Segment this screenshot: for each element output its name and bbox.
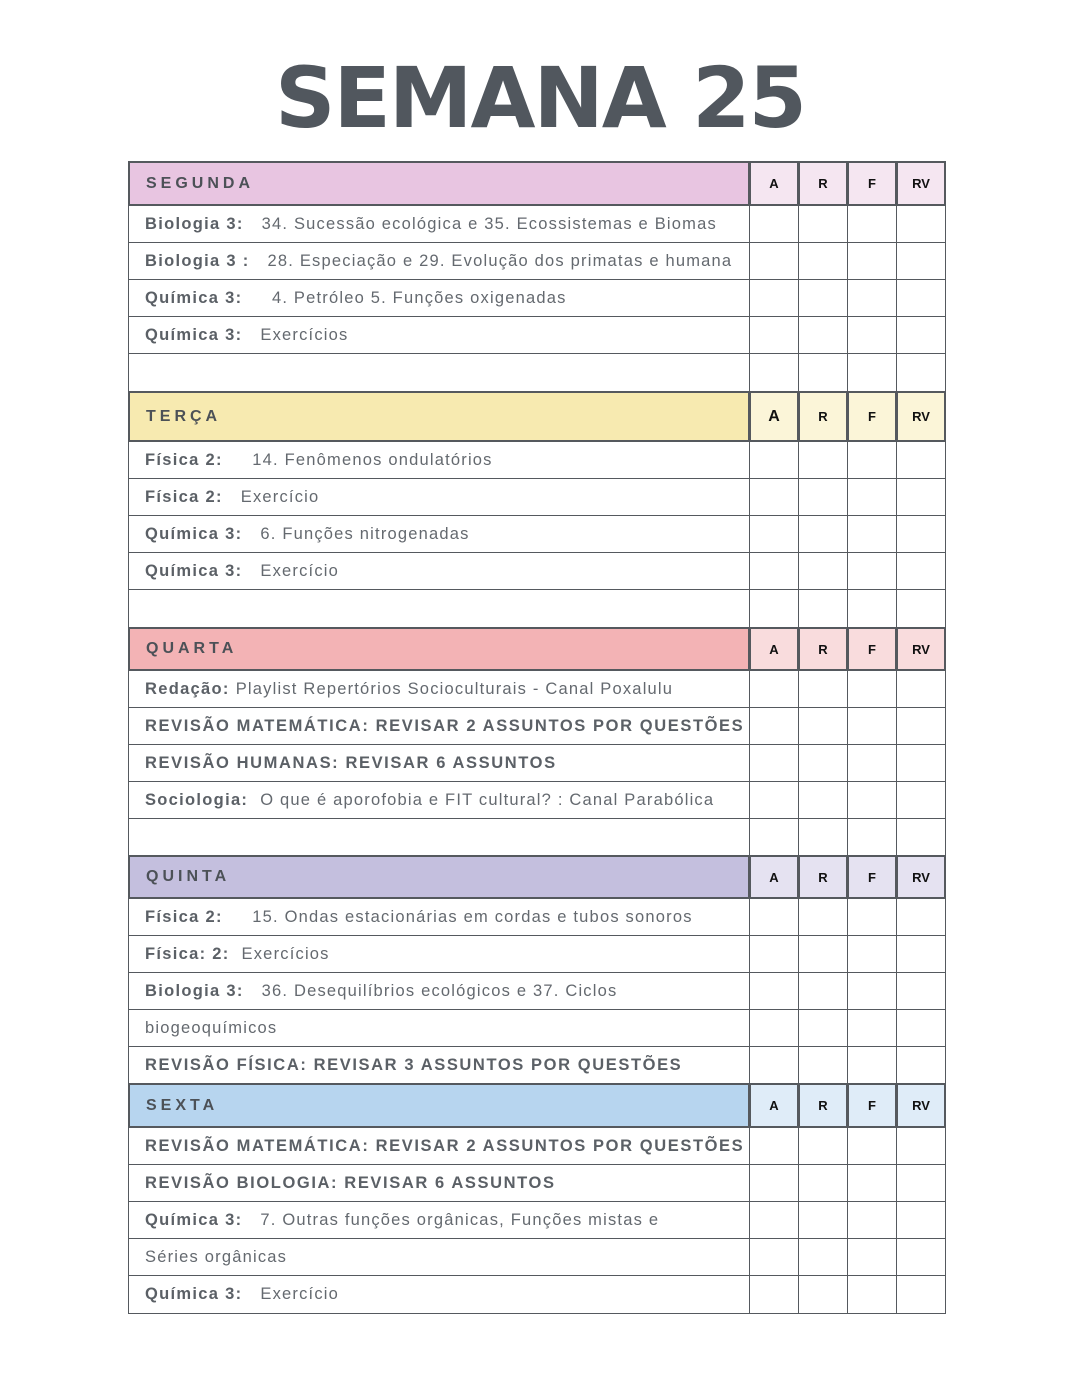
- checkbox-f[interactable]: [847, 898, 897, 937]
- table-row: [128, 1164, 948, 1202]
- day-name: SEGUNDA: [128, 161, 750, 206]
- checkbox-a[interactable]: [749, 781, 799, 820]
- task-cell: Física 2: Exercício: [128, 478, 750, 517]
- checkbox-rv[interactable]: [896, 1009, 946, 1048]
- day-header-sexta: [128, 1083, 948, 1127]
- checkbox-r[interactable]: [798, 972, 848, 1011]
- checkbox-f[interactable]: [847, 935, 897, 974]
- checkbox-r[interactable]: [798, 1275, 848, 1314]
- checkbox-a[interactable]: [749, 515, 799, 554]
- checkbox-r[interactable]: [798, 515, 848, 554]
- checkbox-rv[interactable]: [896, 205, 946, 244]
- col-f-header: F: [847, 161, 897, 206]
- checkbox-r[interactable]: [798, 242, 848, 281]
- col-r-header: R: [798, 627, 848, 671]
- checkbox-rv[interactable]: [896, 1201, 946, 1240]
- checkbox-a[interactable]: [749, 279, 799, 318]
- col-f-header: F: [847, 1083, 897, 1128]
- col-a-header: A: [749, 161, 799, 206]
- checkbox-r[interactable]: [798, 279, 848, 318]
- checkbox-rv[interactable]: [896, 279, 946, 318]
- col-rv-header: RV: [896, 1083, 946, 1128]
- checkbox-rv[interactable]: [896, 1164, 946, 1203]
- task-cell: Sociologia: O que é aporofobia e FIT cultural? : Canal Parabólica: [128, 781, 750, 820]
- task-cell: REVISÃO BIOLOGIA: REVISAR 6 ASSUNTOS: [128, 1164, 750, 1203]
- checkbox-rv[interactable]: [896, 316, 946, 355]
- checkbox-f[interactable]: [847, 781, 897, 820]
- checkbox-f[interactable]: [847, 744, 897, 783]
- checkbox-a[interactable]: [749, 972, 799, 1011]
- table-row: [128, 898, 948, 936]
- task-cell: Química 3: 4. Petróleo 5. Funções oxigenadas: [128, 279, 750, 318]
- checkbox-r[interactable]: [798, 478, 848, 517]
- task-cell: Física 2: 14. Fenômenos ondulatórios: [128, 441, 750, 480]
- table-row: [128, 515, 948, 553]
- col-r-header: R: [798, 855, 848, 899]
- checkbox-a[interactable]: [749, 707, 799, 746]
- day-name: TERÇA: [128, 391, 750, 442]
- checkbox-r[interactable]: [798, 1238, 848, 1277]
- checkbox-f[interactable]: [847, 707, 897, 746]
- checkbox-rv[interactable]: [896, 1046, 946, 1085]
- checkbox-a[interactable]: [749, 898, 799, 937]
- task-cell: REVISÃO MATEMÁTICA: REVISAR 2 ASSUNTOS POR QUESTÕES: [128, 707, 750, 746]
- table-row: [128, 1127, 948, 1165]
- col-rv-header: RV: [896, 391, 946, 442]
- col-a-header: A: [749, 1083, 799, 1128]
- table-row: [128, 441, 948, 479]
- table-row-empty: [128, 353, 948, 392]
- checkbox-r[interactable]: [798, 316, 848, 355]
- task-cell: REVISÃO MATEMÁTICA: REVISAR 2 ASSUNTOS POR QUESTÕES: [128, 1127, 750, 1166]
- checkbox-rv[interactable]: [896, 478, 946, 517]
- checkbox-f[interactable]: [847, 1201, 897, 1240]
- checkbox-r[interactable]: [798, 1009, 848, 1048]
- checkbox-a[interactable]: [749, 1009, 799, 1048]
- checkbox-a[interactable]: [749, 552, 799, 591]
- checkbox-rv[interactable]: [896, 441, 946, 480]
- checkbox-a[interactable]: [749, 205, 799, 244]
- task-cell: Biologia 3 : 28. Especiação e 29. Evolução dos primatas e humana: [128, 242, 750, 281]
- col-a-header: A: [749, 391, 799, 442]
- checkbox-f[interactable]: [847, 552, 897, 591]
- checkbox-a[interactable]: [749, 1127, 799, 1166]
- checkbox-r[interactable]: [798, 935, 848, 974]
- task-cell: Química 3: Exercício: [128, 1275, 750, 1314]
- table-row: [128, 242, 948, 280]
- checkbox-rv[interactable]: [896, 670, 946, 709]
- checkbox-a[interactable]: [749, 1238, 799, 1277]
- table-row: [128, 279, 948, 317]
- checkbox-rv[interactable]: [896, 707, 946, 746]
- table-row: [128, 972, 948, 1010]
- col-r-header: R: [798, 161, 848, 206]
- checkbox-rv[interactable]: [896, 353, 946, 393]
- col-rv-header: RV: [896, 855, 946, 899]
- checkbox-rv[interactable]: [896, 1238, 946, 1277]
- table-row: [128, 781, 948, 819]
- task-cell: Química 3: 6. Funções nitrogenadas: [128, 515, 750, 554]
- table-row: [128, 205, 948, 243]
- task-cell: REVISÃO FÍSICA: REVISAR 3 ASSUNTOS POR QUESTÕES: [128, 1046, 750, 1085]
- checkbox-f[interactable]: [847, 205, 897, 244]
- checkbox-rv[interactable]: [896, 1275, 946, 1314]
- table-row: [128, 478, 948, 516]
- table-row: [128, 670, 948, 708]
- task-cell: Física 2: 15. Ondas estacionárias em cordas e tubos sonoros: [128, 898, 750, 937]
- table-row: [128, 552, 948, 590]
- checkbox-rv[interactable]: [896, 898, 946, 937]
- table-row-empty: [128, 589, 948, 628]
- checkbox-a[interactable]: [749, 935, 799, 974]
- checkbox-r[interactable]: [798, 1164, 848, 1203]
- checkbox-f[interactable]: [847, 972, 897, 1011]
- checkbox-rv[interactable]: [896, 242, 946, 281]
- checkbox-r[interactable]: [798, 353, 848, 393]
- checkbox-f[interactable]: [847, 1046, 897, 1085]
- table-row: [128, 1238, 948, 1276]
- checkbox-f[interactable]: [847, 1127, 897, 1166]
- checkbox-a[interactable]: [749, 818, 799, 857]
- task-cell: biogeoquímicos: [128, 1009, 750, 1048]
- task-cell: Química 3: Exercício: [128, 552, 750, 591]
- col-f-header: F: [847, 855, 897, 899]
- checkbox-rv[interactable]: [896, 935, 946, 974]
- table-row: [128, 1201, 948, 1239]
- checkbox-r[interactable]: [798, 205, 848, 244]
- checkbox-rv[interactable]: [896, 589, 946, 629]
- checkbox-f[interactable]: [847, 279, 897, 318]
- checkbox-r[interactable]: [798, 441, 848, 480]
- checkbox-a[interactable]: [749, 1201, 799, 1240]
- table-row: [128, 1009, 948, 1047]
- col-rv-header: RV: [896, 161, 946, 206]
- checkbox-a[interactable]: [749, 670, 799, 709]
- checkbox-r[interactable]: [798, 589, 848, 629]
- col-a-header: A: [749, 627, 799, 671]
- checkbox-a[interactable]: [749, 478, 799, 517]
- day-name: QUARTA: [128, 627, 750, 671]
- checkbox-a[interactable]: [749, 589, 799, 629]
- checkbox-rv[interactable]: [896, 972, 946, 1011]
- checkbox-r[interactable]: [798, 1127, 848, 1166]
- col-a-header: A: [749, 855, 799, 899]
- day-header-quarta: [128, 627, 948, 670]
- task-cell: [128, 353, 750, 393]
- checkbox-f[interactable]: [847, 515, 897, 554]
- checkbox-r[interactable]: [798, 898, 848, 937]
- checkbox-r[interactable]: [798, 707, 848, 746]
- checkbox-r[interactable]: [798, 818, 848, 857]
- checkbox-r[interactable]: [798, 1201, 848, 1240]
- task-cell: Biologia 3: 36. Desequilíbrios ecológicos e 37. Ciclos: [128, 972, 750, 1011]
- checkbox-a[interactable]: [749, 1046, 799, 1085]
- day-name: QUINTA: [128, 855, 750, 899]
- table-row: [128, 316, 948, 354]
- checkbox-f[interactable]: [847, 441, 897, 480]
- checkbox-f[interactable]: [847, 589, 897, 629]
- task-cell: Redação: Playlist Repertórios Socioculturais - Canal Poxalulu: [128, 670, 750, 709]
- checkbox-rv[interactable]: [896, 1127, 946, 1166]
- day-header-terca: [128, 391, 948, 441]
- day-header-segunda: [128, 161, 948, 205]
- day-name: SEXTA: [128, 1083, 750, 1128]
- task-cell: Biologia 3: 34. Sucessão ecológica e 35. Ecossistemas e Biomas: [128, 205, 750, 244]
- checkbox-r[interactable]: [798, 1046, 848, 1085]
- col-rv-header: RV: [896, 627, 946, 671]
- table-row: [128, 935, 948, 973]
- checkbox-f[interactable]: [847, 1238, 897, 1277]
- checkbox-rv[interactable]: [896, 781, 946, 820]
- checkbox-a[interactable]: [749, 353, 799, 393]
- table-row: [128, 1275, 948, 1313]
- table-row: [128, 1046, 948, 1084]
- checkbox-r[interactable]: [798, 781, 848, 820]
- day-header-quinta: [128, 855, 948, 898]
- checkbox-a[interactable]: [749, 441, 799, 480]
- checkbox-a[interactable]: [749, 744, 799, 783]
- checkbox-a[interactable]: [749, 1164, 799, 1203]
- checkbox-rv[interactable]: [896, 744, 946, 783]
- checkbox-f[interactable]: [847, 478, 897, 517]
- task-cell: REVISÃO HUMANAS: REVISAR 6 ASSUNTOS: [128, 744, 750, 783]
- checkbox-f[interactable]: [847, 353, 897, 393]
- task-cell: Séries orgânicas: [128, 1238, 750, 1277]
- page-title: SEMANA 25: [275, 49, 805, 147]
- checkbox-f[interactable]: [847, 818, 897, 857]
- checkbox-r[interactable]: [798, 552, 848, 591]
- table-row: [128, 744, 948, 782]
- table-row: [128, 707, 948, 745]
- checkbox-f[interactable]: [847, 1009, 897, 1048]
- checkbox-a[interactable]: [749, 242, 799, 281]
- col-r-header: R: [798, 391, 848, 442]
- task-cell: [128, 818, 750, 857]
- task-cell: [128, 589, 750, 629]
- checkbox-f[interactable]: [847, 1164, 897, 1203]
- table-row-empty: [128, 818, 948, 856]
- checkbox-f[interactable]: [847, 1275, 897, 1314]
- checkbox-f[interactable]: [847, 242, 897, 281]
- col-f-header: F: [847, 391, 897, 442]
- checkbox-a[interactable]: [749, 316, 799, 355]
- col-f-header: F: [847, 627, 897, 671]
- col-r-header: R: [798, 1083, 848, 1128]
- checkbox-rv[interactable]: [896, 818, 946, 857]
- checkbox-r[interactable]: [798, 670, 848, 709]
- checkbox-f[interactable]: [847, 670, 897, 709]
- checkbox-r[interactable]: [798, 744, 848, 783]
- checkbox-rv[interactable]: [896, 552, 946, 591]
- task-cell: Física: 2: Exercícios: [128, 935, 750, 974]
- checkbox-a[interactable]: [749, 1275, 799, 1314]
- task-cell: Química 3: Exercícios: [128, 316, 750, 355]
- task-cell: Química 3: 7. Outras funções orgânicas, Funções mistas e: [128, 1201, 750, 1240]
- checkbox-rv[interactable]: [896, 515, 946, 554]
- checkbox-f[interactable]: [847, 316, 897, 355]
